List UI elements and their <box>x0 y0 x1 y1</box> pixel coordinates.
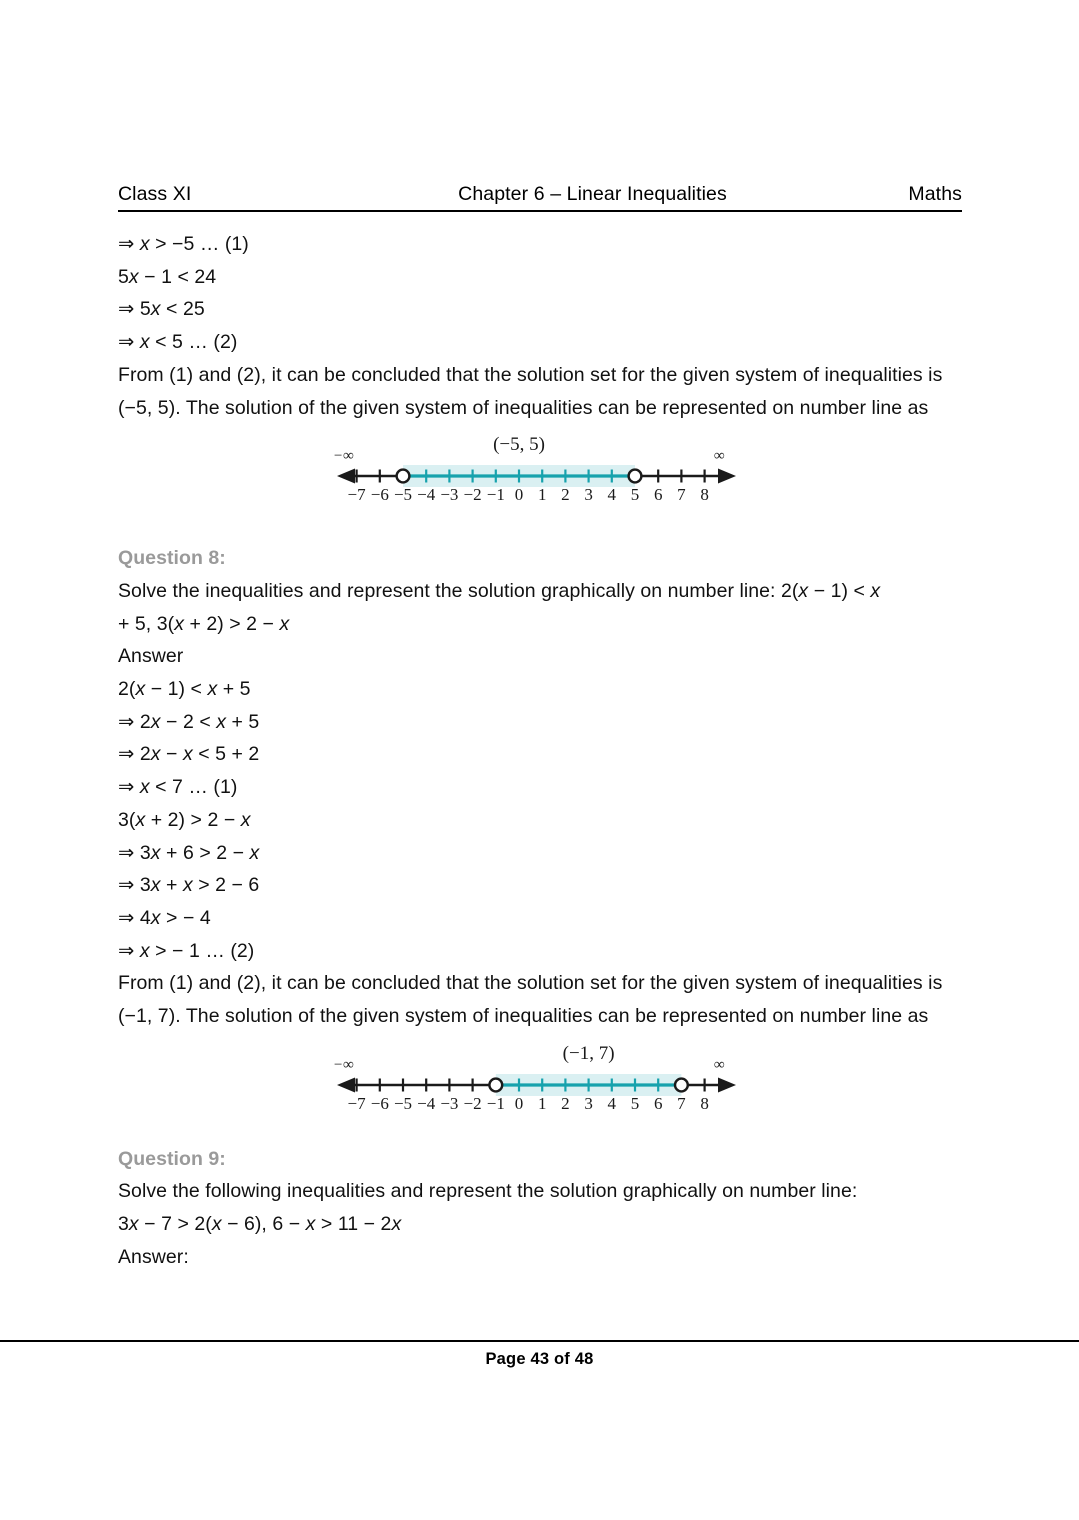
number-line-tick-label: 4 <box>607 1093 617 1113</box>
number-line-tick-label: 3 <box>584 485 593 505</box>
number-line-tick-label: 8 <box>700 1093 709 1113</box>
number-line-tick-label: 2 <box>561 485 570 505</box>
question-8-heading: Question 8: <box>118 547 226 570</box>
question-9-heading: Question 9: <box>118 1147 226 1170</box>
equation-line: 2(x − 1) < x + 5 <box>118 678 251 701</box>
negative-infinity-label: −∞ <box>333 1056 354 1073</box>
interval-label: (−5, 5) <box>493 434 545 456</box>
equation-line: 5x − 1 < 24 <box>118 265 217 288</box>
number-line-tick-label: −1 <box>486 1093 505 1113</box>
conclusion-paragraph: From (1) and (2), it can be concluded that the solution set for the given system of inequalities is (−5, 5). The solution of the given system of inequalities can be represented on number line as <box>118 363 943 419</box>
negative-infinity-label: −∞ <box>333 448 354 465</box>
number-line-tick-label: −5 <box>393 485 413 505</box>
question-8-text-line-1: Solve the inequalities and represent the solution graphically on number line: 2(x − 1) < x <box>118 579 881 602</box>
number-line-tick-label: 5 <box>630 485 640 505</box>
number-line-tick-label: 5 <box>630 1093 640 1113</box>
equation-line: ⇒ x > −5 … (1) <box>118 233 249 255</box>
equation-line: ⇒ x < 5 … (2) <box>118 331 238 354</box>
question-9-answer-label: Answer: <box>118 1245 189 1268</box>
number-line-tick-label: −6 <box>370 1093 389 1113</box>
number-line-figure-1 <box>118 434 962 510</box>
number-line-tick-label: 6 <box>653 1093 663 1113</box>
number-line-tick-label: 0 <box>514 1093 524 1113</box>
header-chapter-title: Chapter 6 – Linear Inequalities <box>458 183 727 205</box>
header-class-label: Class XI <box>118 183 192 205</box>
equation-line: ⇒ 3x + 6 > 2 − x <box>118 841 260 864</box>
number-line-tick-label: 6 <box>653 485 663 505</box>
number-line-tick-label: 1 <box>537 485 547 505</box>
number-line-tick-label: 1 <box>537 1093 547 1113</box>
number-line-tick-label: 8 <box>700 485 709 505</box>
question-8-text-line-2: + 5, 3(x + 2) > 2 − x <box>118 612 290 635</box>
question-9-text-line-2: 3x − 7 > 2(x − 6), 6 − x > 11 − 2x <box>118 1213 402 1236</box>
question-9-text-line-1: Solve the following inequalities and represent the solution graphically on number line: <box>118 1180 858 1203</box>
number-line-tick-label: −3 <box>440 1093 459 1113</box>
number-line-tick-label: −2 <box>463 1093 482 1113</box>
number-line-tick-label: −6 <box>370 485 389 505</box>
number-line-tick-label: 7 <box>677 1093 686 1113</box>
number-line-tick-label: −2 <box>463 485 482 505</box>
number-line-graphic <box>323 1043 748 1119</box>
number-line-tick-label: 0 <box>514 485 524 505</box>
number-line-tick-label: −1 <box>486 485 505 505</box>
conclusion-paragraph: From (1) and (2), it can be concluded that the solution set for the given system of inequalities is (−1, 7). The solution of the given system of inequalities can be represented on number line as <box>118 972 943 1028</box>
equation-line: ⇒ 4x > − 4 <box>118 906 211 929</box>
number-line-tick-label: −7 <box>347 485 366 505</box>
number-line-tick-label: −4 <box>417 485 436 505</box>
number-line-tick-label: 4 <box>607 485 617 505</box>
equation-line: ⇒ 2x − x < 5 + 2 <box>118 743 260 766</box>
equation-line: ⇒ x > − 1 … (2) <box>118 939 255 962</box>
number-line-tick-label: 3 <box>584 1093 593 1113</box>
equation-line: ⇒ x < 7 … (1) <box>118 776 238 799</box>
number-line-tick-label: 7 <box>677 485 686 505</box>
page-content <box>118 228 962 1274</box>
interval-label: (−1, 7) <box>562 1042 615 1064</box>
equation-line: ⇒ 2x − 2 < x + 5 <box>118 710 260 733</box>
equation-line: ⇒ 5x < 25 <box>118 298 205 321</box>
number-line-tick-label: −4 <box>417 1093 436 1113</box>
positive-infinity-label: ∞ <box>714 1056 725 1073</box>
number-line-tick-label: 2 <box>561 1093 570 1113</box>
number-line-tick-label: −5 <box>393 1093 413 1113</box>
page-header <box>118 183 962 212</box>
header-subject-label: Maths <box>908 183 962 205</box>
question-8-answer-label: Answer <box>118 645 184 668</box>
number-line-graphic <box>323 434 748 510</box>
number-line-figure-2 <box>118 1043 962 1119</box>
positive-infinity-label: ∞ <box>714 448 725 465</box>
number-line-tick-label: −7 <box>347 1093 366 1113</box>
equation-line: 3(x + 2) > 2 − x <box>118 808 251 831</box>
footer-divider <box>0 1340 1079 1342</box>
equation-line: ⇒ 3x + x > 2 − 6 <box>118 874 260 897</box>
footer-page-number: Page 43 of 48 <box>485 1350 594 1368</box>
number-line-tick-label: −3 <box>440 485 459 505</box>
